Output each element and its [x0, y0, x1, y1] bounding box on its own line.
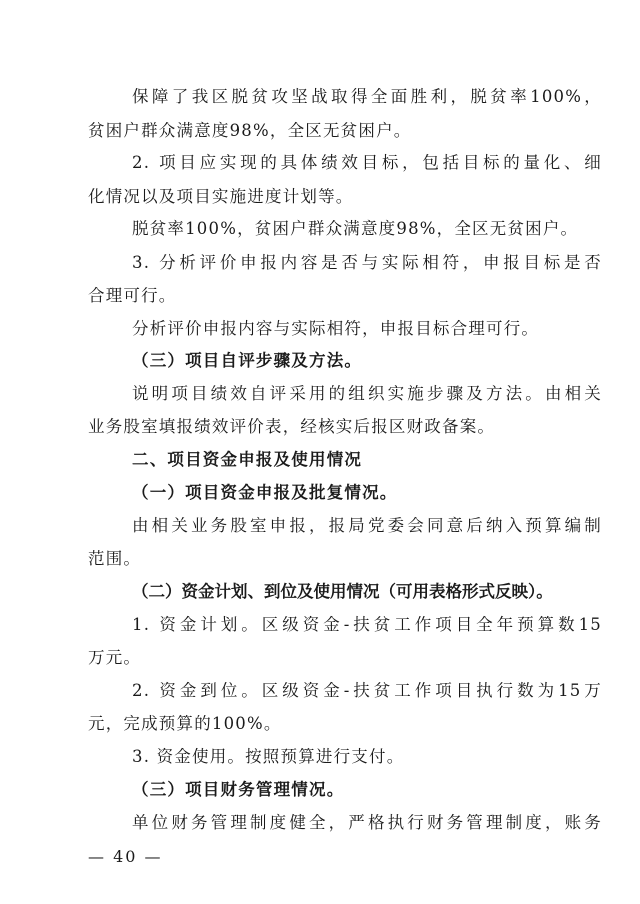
section-heading: （一）项目资金申报及批复情况。 [132, 483, 398, 502]
paragraph-line: 贫困户群众满意度98%，全区无贫困户。 [88, 121, 412, 140]
paragraph-line: 3. 资金使用。按照预算进行支付。 [132, 747, 405, 766]
paragraph-line: 单位财务管理制度健全，严格执行财务管理制度，账务 [132, 813, 602, 832]
section-heading: （二）资金计划、到位及使用情况（可用表格形式反映）。 [132, 582, 553, 601]
paragraph-line: 保障了我区脱贫攻坚战取得全面胜利，脱贫率100%， [132, 87, 602, 106]
chapter-heading: 二、项目资金申报及使用情况 [132, 450, 363, 469]
paragraph-line: 分析评价申报内容与实际相符，申报目标合理可行。 [132, 319, 540, 338]
paragraph-line: 2. 资金到位。区级资金-扶贫工作项目执行数为15万 [132, 681, 602, 700]
paragraph-line: 合理可行。 [88, 286, 177, 305]
paragraph-line: 化情况以及项目实施进度计划等。 [88, 187, 354, 206]
section-heading: （三）项目自评步骤及方法。 [132, 351, 363, 370]
paragraph-line: 元，完成预算的100%。 [88, 714, 282, 733]
paragraph-line: 万元。 [88, 648, 142, 667]
section-heading: （三）项目财务管理情况。 [132, 780, 345, 799]
paragraph-line: 2. 项目应实现的具体绩效目标，包括目标的量化、细 [132, 153, 602, 172]
page-number: — 40 — [88, 847, 163, 866]
paragraph-line: 说明项目绩效自评采用的组织实施步骤及方法。由相关 [132, 384, 602, 403]
paragraph-line: 业务股室填报绩效评价表，经核实后报区财政备案。 [88, 417, 496, 436]
paragraph-line: 脱贫率100%，贫困户群众满意度98%，全区无贫困户。 [132, 219, 579, 238]
paragraph-line: 1. 资金计划。区级资金-扶贫工作项目全年预算数15 [132, 615, 602, 634]
paragraph-line: 由相关业务股室申报，报局党委会同意后纳入预算编制 [132, 516, 602, 535]
paragraph-line: 3. 分析评价申报内容是否与实际相符，申报目标是否 [132, 253, 602, 272]
paragraph-line: 范围。 [88, 549, 142, 568]
